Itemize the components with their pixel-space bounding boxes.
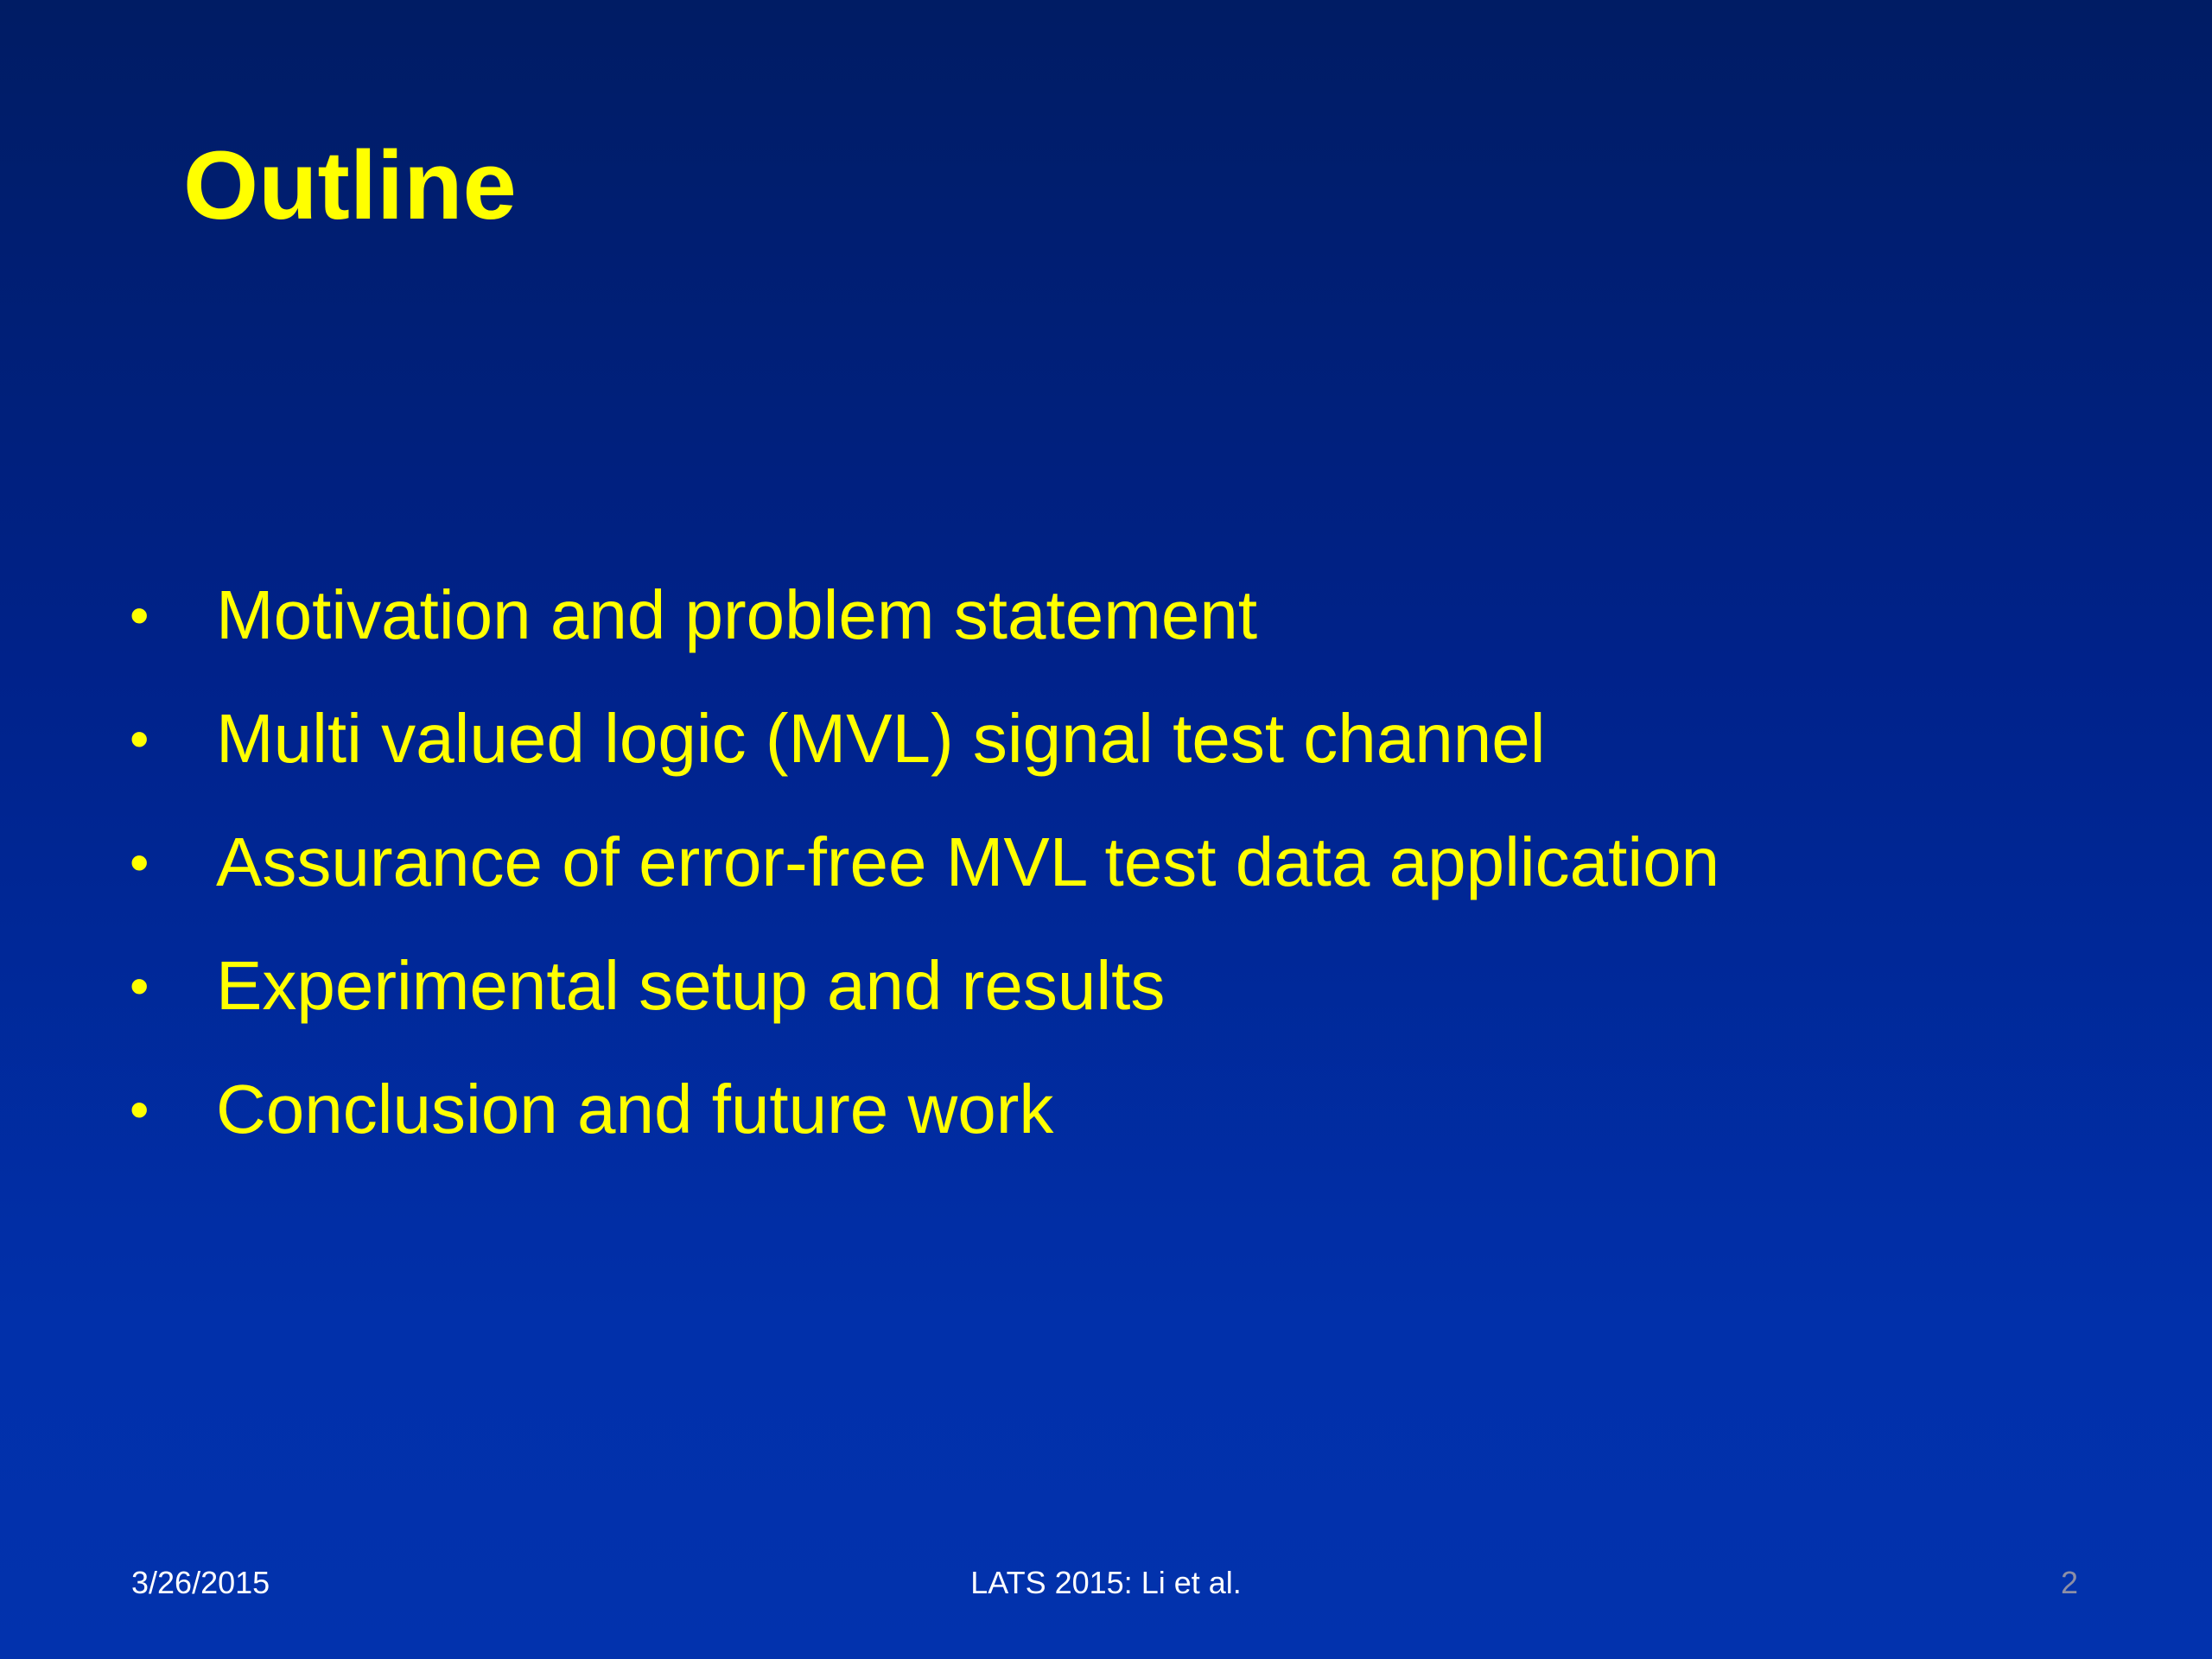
bullet-item [130,800,1719,924]
bullet-icon: • [130,830,149,893]
bullet-text: Experimental setup and results [216,946,1166,1024]
bullet-list [130,553,1719,1171]
bullet-item [130,924,1719,1047]
footer-page-number: 2 [2060,1565,2078,1600]
bullet-icon: • [130,583,149,646]
bullet-text: Multi valued logic (MVL) signal test channel [216,699,1546,777]
bullet-icon: • [130,707,149,770]
footer-date: 3/26/2015 [131,1565,270,1600]
bullet-icon: • [130,954,149,1017]
bullet-text: Conclusion and future work [216,1070,1054,1147]
bullet-item [130,1047,1719,1171]
bullet-item [130,677,1719,800]
slide-title: Outline [183,131,517,239]
bullet-icon: • [130,1077,149,1141]
bullet-text: Assurance of error-free MVL test data application [216,823,1720,900]
bullet-item [130,553,1719,677]
bullet-text: Motivation and problem statement [216,575,1258,653]
footer-center-text: LATS 2015: Li et al. [970,1565,1242,1600]
